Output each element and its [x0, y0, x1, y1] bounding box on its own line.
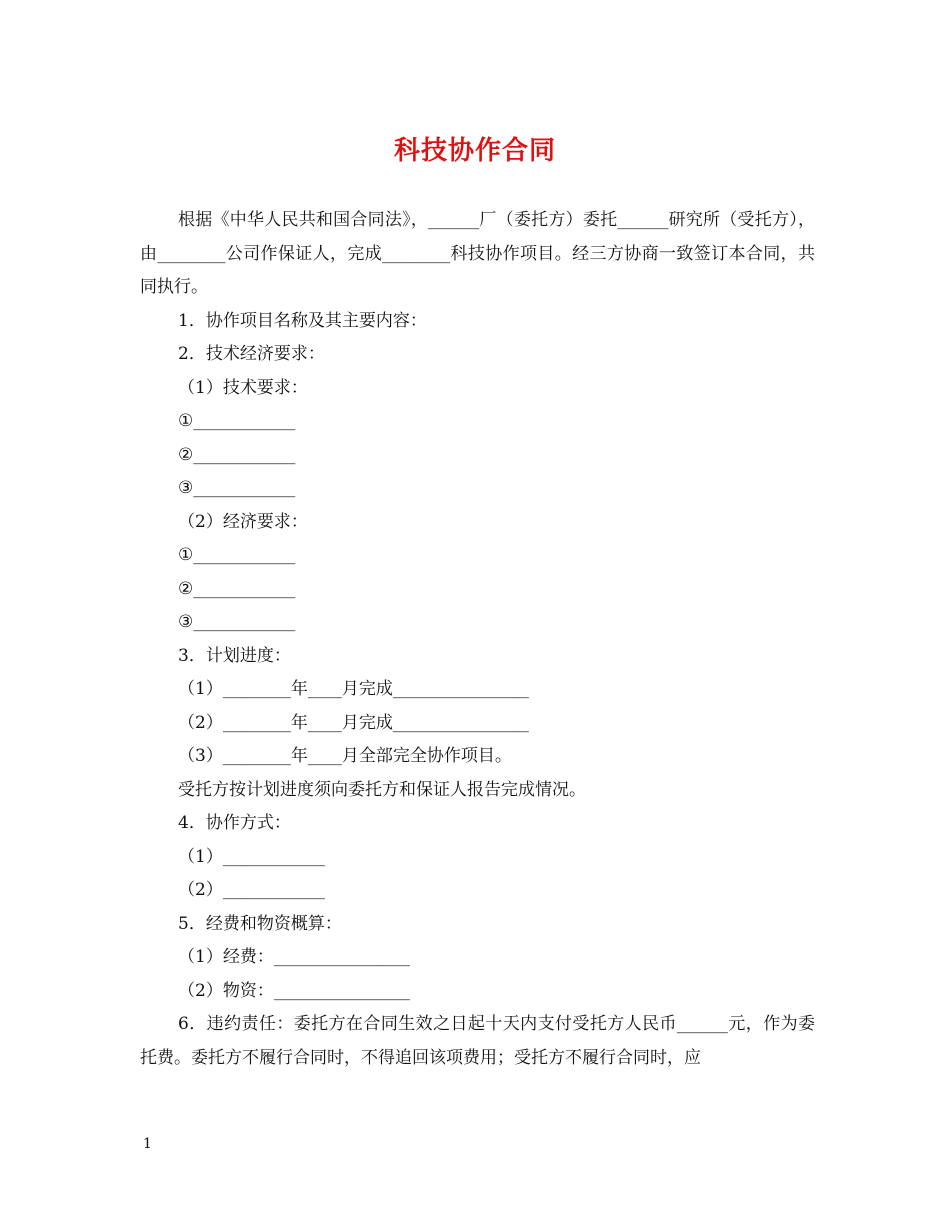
item-1-heading: 1．协作项目名称及其主要内容： [178, 310, 427, 331]
economic-requirements-heading: （2）经济要求： [178, 511, 308, 532]
schedule-line: （1）________年____月完成________________ [178, 679, 529, 699]
document-title: 科技协作合同 [393, 136, 556, 166]
economic-requirement-blank: ①____________ [178, 545, 296, 565]
funding-line: （1）经费：________________ [178, 947, 410, 967]
economic-requirement-blank: ②____________ [178, 578, 296, 599]
technical-requirement-blank: ①____________ [178, 411, 296, 431]
document-body [140, 204, 815, 1075]
intro-paragraph: 根据《中华人民共和国合同法》，______厂（委托方）委托______研究所（受托方），由________公司作保证人，完成________科技协作项目。经三方协商一致签订本合同，共同执行。 [140, 210, 815, 297]
technical-requirement-blank: ③____________ [178, 478, 296, 498]
page-number: 1 [143, 1136, 152, 1152]
technical-requirements-heading: （1）技术要求： [178, 377, 308, 398]
schedule-line: （3）________年____月全部完全协作项目。 [178, 746, 512, 766]
economic-requirement-blank: ③____________ [178, 612, 296, 632]
progress-report-note: 受托方按计划进度须向委托方和保证人报告完成情况。 [178, 779, 586, 800]
item-5-heading: 5．经费和物资概算： [178, 913, 342, 934]
item-4-heading: 4．协作方式： [178, 813, 291, 833]
technical-requirement-blank: ②____________ [178, 444, 296, 465]
schedule-line: （2）________年____月完成________________ [178, 712, 529, 733]
item-2-heading: 2．技术经济要求： [178, 344, 325, 364]
materials-line: （2）物资：________________ [178, 980, 410, 1001]
cooperation-method-blank: （1）____________ [178, 846, 325, 867]
item-3-heading: 3．计划进度： [178, 645, 291, 666]
clause-6-paragraph: 6．违约责任：委托方在合同生效之日起十天内支付受托方人民币______元，作为委托费。委托方不履行合同时，不得追回该项费用；受托方不履行合同时，应 [140, 1014, 815, 1068]
cooperation-method-blank: （2）____________ [178, 880, 325, 900]
